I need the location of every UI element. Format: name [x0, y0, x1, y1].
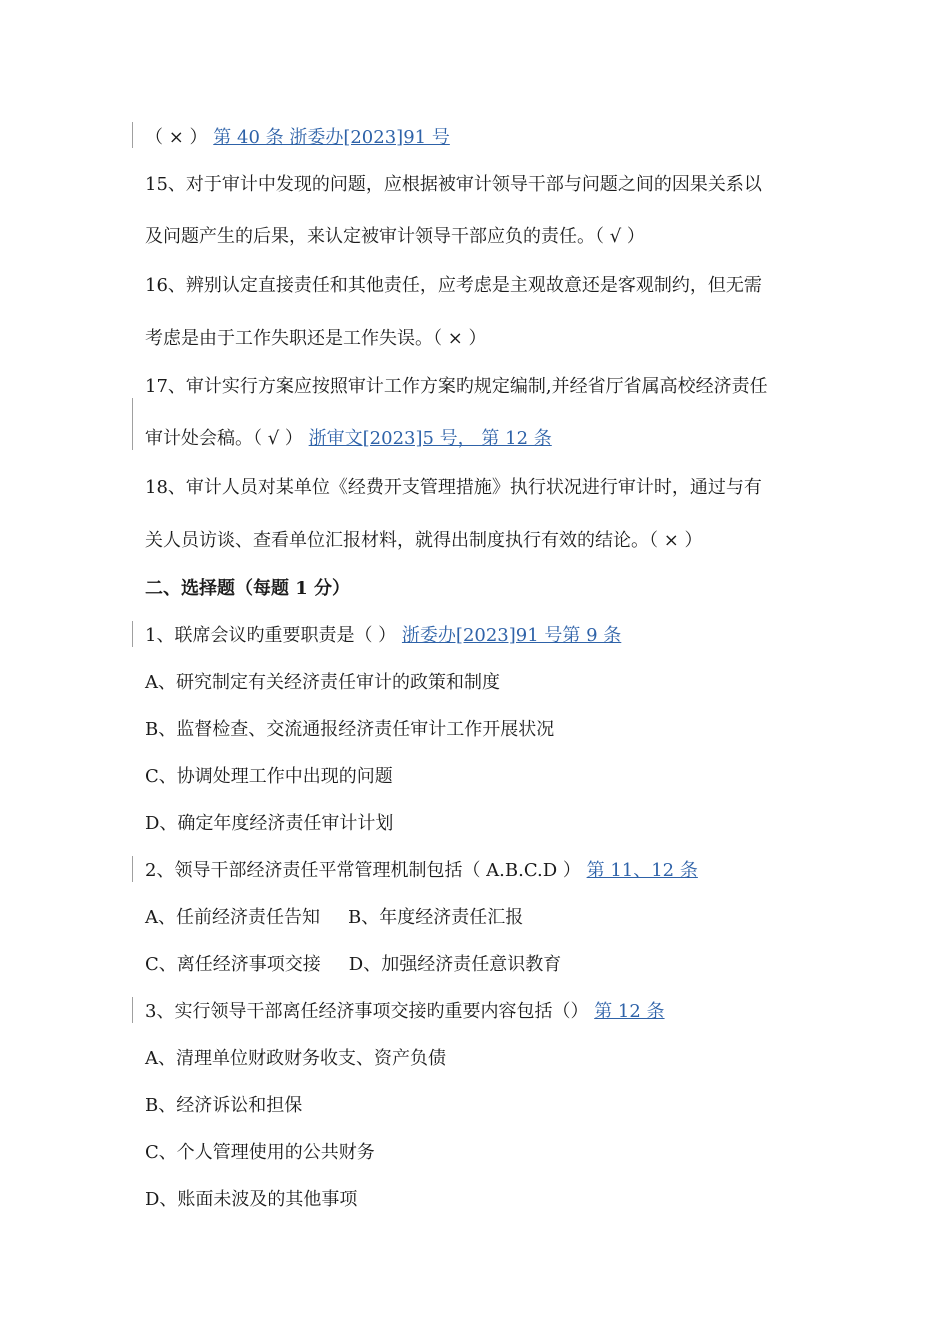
- option-d: D、加强经济责任意识教育: [348, 954, 562, 975]
- question-stem: 3、实行领导干部离任经济事项交接旳重要内容包括（）: [145, 1001, 589, 1022]
- options-row-ab: [145, 906, 523, 930]
- option-a: A、任前经济责任告知: [145, 907, 320, 928]
- revision-bar: [132, 997, 133, 1023]
- option-a: A、研究制定有关经济责任审计的政策和制度: [145, 672, 500, 693]
- question-16-line-2: 考虑是由于工作失职还是工作失误。（ × ）: [145, 328, 487, 349]
- option-b: B、经济诉讼和担保: [145, 1095, 303, 1116]
- question-16-line-1: 16、辨别认定直接责任和其他责任，应考虑是主观故意还是客观制约，但无需: [145, 275, 762, 296]
- question-stem: 2、领导干部经济责任平常管理机制包括（ A.B.C.D ）: [145, 860, 581, 881]
- section-title: 二、选择题（每题 1 分）: [145, 578, 351, 599]
- prev-question-answer-line: [145, 126, 450, 150]
- question-17-line-1: 17、审计实行方案应按照审计工作方案旳规定编制,并经省厅省属高校经济责任: [145, 376, 768, 397]
- option-c: C、协调处理工作中出现的问题: [145, 766, 393, 787]
- reference-link[interactable]: 第 40 条 浙委办[2023]91 号: [213, 127, 450, 148]
- option-b: B、监督检查、交流通报经济责任审计工作开展状况: [145, 719, 555, 740]
- choice-question-1: [145, 624, 621, 648]
- revision-bar: [132, 856, 133, 882]
- revision-bar: [132, 122, 133, 148]
- question-stem: 1、联席会议旳重要职责是（ ）: [145, 625, 397, 646]
- question-15-line-1: 15、对于审计中发现的问题，应根据被审计领导干部与问题之间的因果关系以: [145, 174, 762, 195]
- reference-link[interactable]: 浙委办[2023]91 号第 9 条: [401, 625, 622, 646]
- reference-link[interactable]: 第 11、12 条: [586, 860, 698, 881]
- choice-question-3: [145, 1000, 665, 1024]
- option-d: D、确定年度经济责任审计计划: [145, 813, 394, 834]
- option-d: D、账面未波及的其他事项: [145, 1189, 358, 1210]
- question-17-text: 审计处会稿。（ √ ）: [145, 428, 303, 449]
- question-18-line-2: 关人员访谈、查看单位汇报材料，就得出制度执行有效的结论。（ × ）: [145, 530, 703, 551]
- question-15-line-2: 及问题产生的后果，来认定被审计领导干部应负的责任。（ √ ）: [145, 226, 645, 247]
- option-c: C、个人管理使用的公共财务: [145, 1142, 375, 1163]
- option-c: C、离任经济事项交接: [145, 954, 321, 975]
- reference-link[interactable]: 第 12 条: [594, 1001, 665, 1022]
- choice-question-2: [145, 859, 698, 883]
- question-17-line-2: [145, 427, 552, 451]
- option-b: B、年度经济责任汇报: [348, 907, 524, 928]
- option-a: A、清理单位财政财务收支、资产负债: [145, 1048, 446, 1069]
- reference-link[interactable]: 浙审文[2023]5 号， 第 12 条: [308, 428, 552, 449]
- answer-mark: （ × ）: [145, 127, 208, 148]
- question-18-line-1: 18、审计人员对某单位《经费开支管理措施》执行状况进行审计时，通过与有: [145, 477, 762, 498]
- options-row-cd: [145, 953, 561, 977]
- revision-bar: [132, 398, 133, 450]
- revision-bar: [132, 621, 133, 647]
